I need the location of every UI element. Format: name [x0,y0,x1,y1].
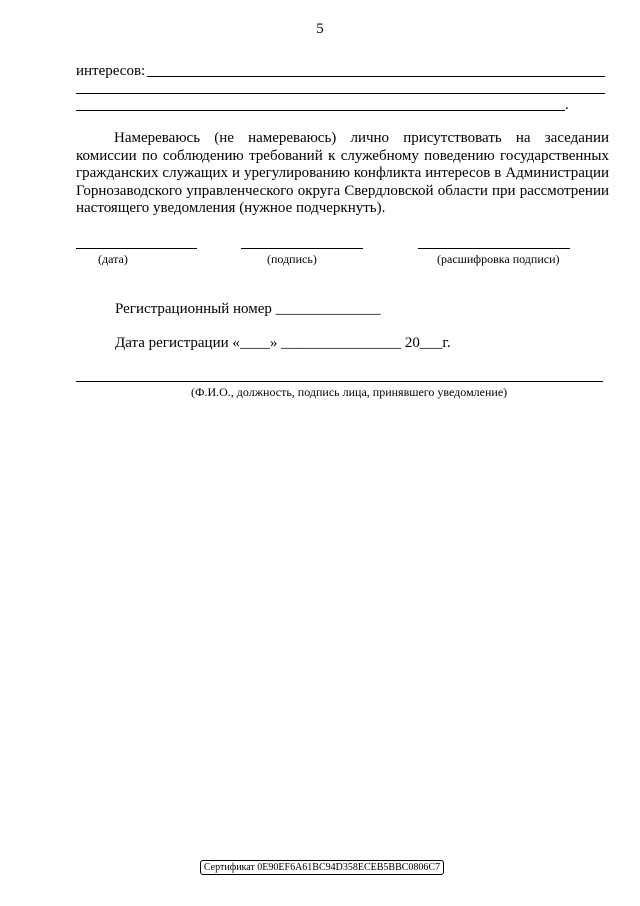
date-caption: (дата) [98,252,128,266]
certificate-stamp: Сертификат 0E90EF6A61BC94D358ECEB5BBC0806C7 [200,860,444,875]
date-line [76,248,197,249]
registration-number: Регистрационный номер ______________ [115,301,381,317]
receiver-caption: (Ф.И.О., должность, подпись лица, принявшего уведомление) [191,385,508,399]
intent-paragraph-text: Намереваюсь (не намереваюсь) лично присутствовать на заседании комиссии по соблюдению требований к служебному поведению государственных гражданских служащих и урегулированию конфликта интересов в Администрации Горнозаводского управленческого округа Свердловской области при рассмотрении настоящего уведомления (нужное подчеркнуть). [76,130,609,216]
interests-line-3 [76,110,565,111]
page-number: 5 [316,21,324,37]
interests-line-1 [147,76,605,77]
intent-paragraph [76,130,609,218]
signature-line [241,248,363,249]
registration-date: Дата регистрации «____» ________________ 20___г. [115,335,451,351]
decoding-caption: (расшифровка подписи) [437,252,560,266]
signature-caption: (подпись) [267,252,317,266]
receiver-line [76,381,603,382]
interests-label: интересов: [76,63,146,79]
decoding-line [418,248,570,249]
interests-line-2 [76,93,605,94]
interests-end-mark: . [565,97,569,113]
